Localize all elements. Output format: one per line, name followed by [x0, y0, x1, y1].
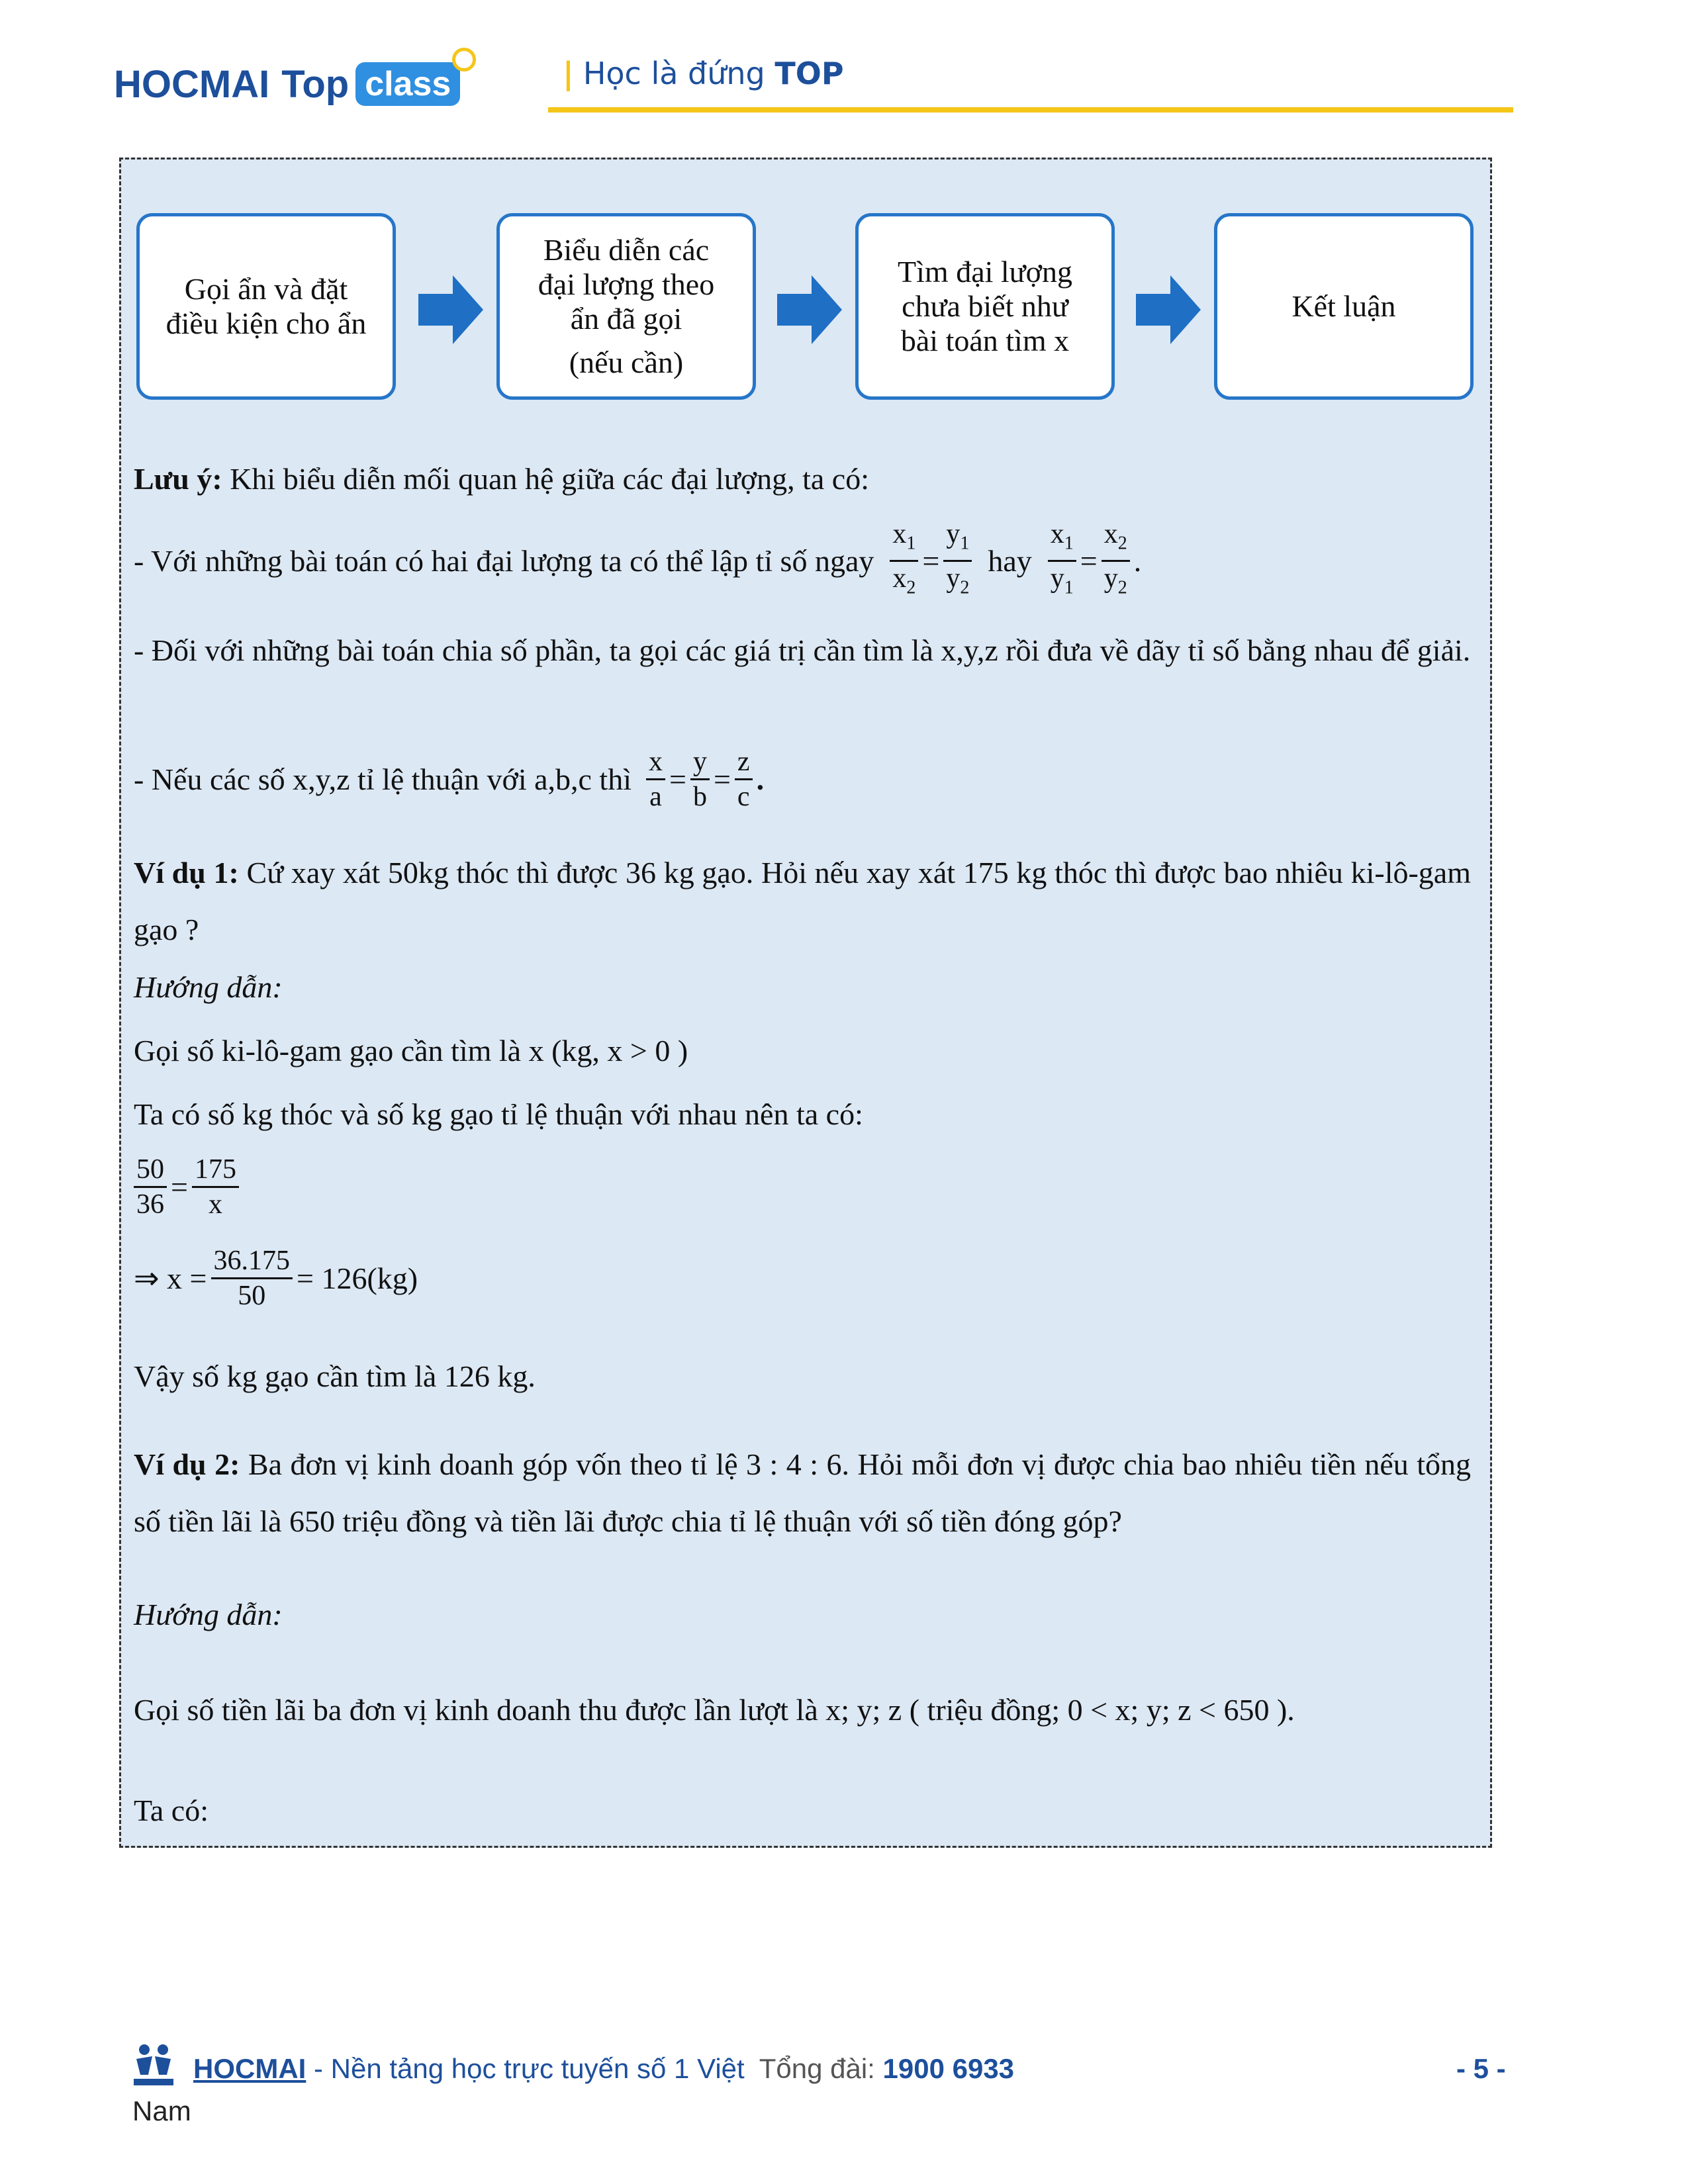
note-intro-text: Khi biểu diễn mối quan hệ giữa các đại lượng, ta có: — [222, 462, 869, 496]
fraction-y1-y2: $\frac{y_1}{y_2}$ — [943, 518, 972, 605]
example-2-label: Ví dụ 2: — [134, 1447, 240, 1481]
equals-sign: = — [922, 543, 940, 578]
footer-text — [193, 2053, 1014, 2085]
flow-step-3 — [855, 213, 1115, 400]
example-1-text: Cứ xay xát 50kg thóc thì được 36 kg gạo. Hỏi nếu xay xát 175 kg thóc thì được bao nhiêu ki-lô-gam gạo ? — [134, 856, 1471, 946]
example-1-proportion — [134, 1153, 243, 1221]
note-line-3-text: - Nếu các số x,y,z tỉ lệ thuận với a,b,c thì — [134, 762, 632, 796]
right-arrow-icon — [777, 275, 842, 344]
flow-step-2-line: (nếu cần) — [569, 345, 684, 379]
example-2-guide: Hướng dẫn: — [134, 1598, 283, 1631]
logo-top: Top — [281, 62, 350, 106]
slogan-bar: | — [563, 56, 574, 91]
footer-line-2: Nam — [132, 2095, 191, 2126]
note-line-1-text: - Với những bài toán có hai đại lượng ta có thể lập tỉ số ngay — [134, 543, 874, 578]
right-arrow-icon — [1136, 275, 1201, 344]
flow-step-2-line: Biểu diễn các — [543, 233, 710, 267]
example-2-line-2: Ta có: — [134, 1794, 209, 1827]
fraction-x1-y1: $\frac{x_1}{y_1}$ — [1048, 518, 1076, 605]
example-1-guide: Hướng dẫn: — [134, 970, 283, 1004]
footer-hotline — [759, 2053, 1014, 2084]
hotline-label: Tổng đài: — [759, 2053, 883, 2084]
page-number: - 5 - — [1456, 2053, 1506, 2084]
flow-step-3-line: Tìm đại lượng — [898, 255, 1072, 289]
period: . — [1133, 543, 1142, 578]
example-2-question — [134, 1436, 1471, 1550]
fraction-50-36: $\frac{50}{36}$ — [134, 1153, 167, 1221]
equals-sign: = — [669, 762, 686, 796]
content-box — [119, 158, 1492, 1848]
example-1-question — [134, 844, 1471, 958]
flow-step-4-line: Kết luận — [1291, 289, 1396, 323]
header-divider — [548, 107, 1513, 113]
example-1-guide-text: Hướng dẫn — [134, 970, 273, 1004]
example-1-line-1: Gọi số ki-lô-gam gạo cần tìm là x (kg, x > 0 ) — [134, 1034, 688, 1068]
flow-step-1-line: điều kiện cho ẩn — [165, 306, 367, 340]
sun-icon — [452, 48, 476, 71]
footer-brand-link[interactable]: HOCMAI — [193, 2053, 306, 2084]
fraction-x-a: $\frac{x}{a}$ — [646, 745, 665, 813]
footer-tagline: - Nền tảng học trực tuyến số 1 Việt — [306, 2053, 745, 2084]
fraction-x2-y2: $\frac{x_2}{y_2}$ — [1102, 518, 1130, 605]
header-slogan — [563, 56, 844, 91]
logo-class-text: class — [365, 65, 451, 103]
fraction-x1-x2: $\frac{x_1}{x_2}$ — [890, 518, 918, 605]
note-line-3 — [134, 745, 764, 813]
note-intro — [134, 461, 869, 498]
flow-step-1 — [136, 213, 396, 400]
right-arrow-icon — [418, 275, 483, 344]
example-1-conclusion: Vậy số kg gạo cần tìm là 126 kg. — [134, 1359, 536, 1393]
example-2-text: Ba đơn vị kinh doanh góp vốn theo tỉ lệ 3 : 4 : 6. Hỏi mỗi đơn vị được chia bao nhiêu tiền nếu tổng số tiền lãi là 650 triệu đồng và tiền lãi được chia tỉ lệ thuận với số tiền đóng góp? — [134, 1447, 1471, 1538]
example-1-solution — [134, 1244, 418, 1312]
implies-text: ⇒ x = — [134, 1261, 207, 1295]
fraction-175-x: $\frac{175}{x}$ — [192, 1153, 239, 1221]
example-1-line-2: Ta có số kg thóc và số kg gạo tỉ lệ thuận với nhau nên ta có: — [134, 1097, 863, 1131]
flow-step-2-line: đại lượng theo — [538, 267, 715, 301]
equals-sign: = — [171, 1169, 188, 1204]
equals-sign: = — [713, 762, 731, 796]
logo-class — [355, 62, 460, 106]
slogan-prefix: Học là đứng — [583, 56, 775, 91]
fraction-y-b: $\frac{y}{b}$ — [690, 745, 710, 813]
flow-step-2-line: ẩn đã gọi — [570, 302, 682, 336]
flow-step-4 — [1214, 213, 1474, 400]
period: . — [756, 762, 765, 796]
flow-step-3-line: bài toán tìm x — [900, 324, 1070, 357]
flow-step-3-line: chưa biết như — [902, 289, 1068, 323]
note-line-2: - Đối với những bài toán chia số phần, ta gọi các giá trị cần tìm là x,y,z rồi đưa về dãy tỉ số bằng nhau để giải. — [134, 633, 1471, 667]
note-or: hay — [988, 543, 1032, 578]
logo-main: HOCMAI — [114, 62, 270, 106]
hocmai-topclass-logo — [114, 54, 460, 114]
example-2-guide-text: Hướng dẫn — [134, 1598, 273, 1631]
note-label: Lưu ý: — [134, 462, 222, 496]
example-1-label: Ví dụ 1: — [134, 856, 239, 889]
fraction-z-c: $\frac{z}{c}$ — [735, 745, 753, 813]
equals-sign: = — [1080, 543, 1098, 578]
note-line-1 — [134, 518, 1141, 605]
hotline-number: 1900 6933 — [882, 2053, 1015, 2084]
flowchart — [135, 213, 1472, 400]
slogan-bold: TOP — [774, 56, 844, 91]
example-2-line-1: Gọi số tiền lãi ba đơn vị kinh doanh thu được lần lượt là x; y; z ( triệu đồng; 0 < x; y; z < 650 ). — [134, 1693, 1295, 1727]
flow-step-2 — [496, 213, 756, 400]
result-text: = 126(kg) — [297, 1261, 418, 1295]
fraction-36175-50: $\frac{36.175}{50}$ — [211, 1244, 293, 1312]
flow-step-1-line: Gọi ẩn và đặt — [184, 272, 348, 306]
hocmai-footer-logo-icon — [130, 2042, 177, 2088]
